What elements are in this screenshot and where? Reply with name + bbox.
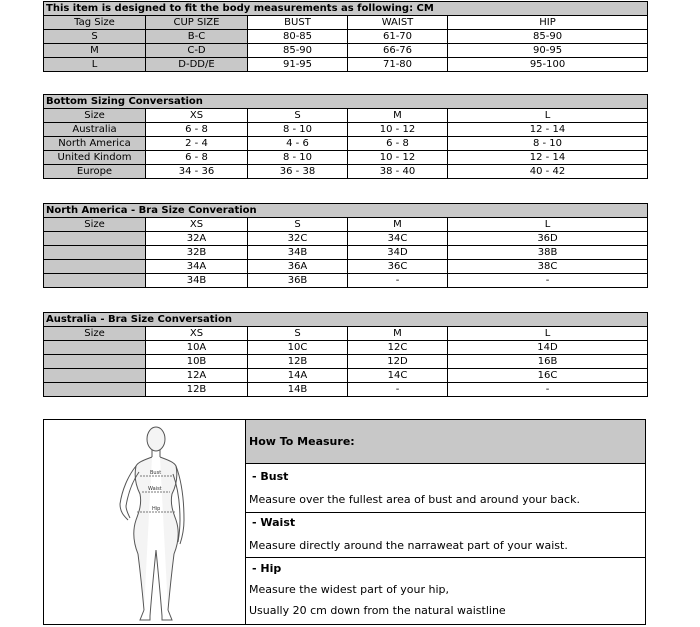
table-cell <box>44 232 146 246</box>
table-cell: 12D <box>348 355 448 369</box>
table-row <box>44 260 648 274</box>
table-cell: 16B <box>448 355 648 369</box>
table-cell: 14B <box>248 383 348 397</box>
table-cell: 12B <box>248 355 348 369</box>
table-row <box>44 58 648 72</box>
table-cell: 80-85 <box>248 30 348 44</box>
table-cell <box>44 369 146 383</box>
table-cell: - <box>448 274 648 288</box>
table-cell: 8 - 10 <box>248 123 348 137</box>
table-title: Bottom Sizing Conversation <box>44 95 648 109</box>
table-cell: 10A <box>146 341 248 355</box>
header-cell: WAIST <box>348 16 448 30</box>
table-cell: 66-76 <box>348 44 448 58</box>
hip-section <box>246 562 645 617</box>
table-cell: - <box>348 383 448 397</box>
table-cell: 38C <box>448 260 648 274</box>
table-cell: S <box>44 30 146 44</box>
header-cell: HIP <box>448 16 648 30</box>
divider <box>246 512 645 513</box>
header-cell: Size <box>44 327 146 341</box>
table-row <box>44 137 648 151</box>
table-row <box>44 44 648 58</box>
header-cell: S <box>248 109 348 123</box>
header-cell: Tag Size <box>44 16 146 30</box>
header-cell: M <box>348 327 448 341</box>
table-header-row <box>44 218 648 232</box>
table-cell: 61-70 <box>348 30 448 44</box>
table-cell: 10 - 12 <box>348 123 448 137</box>
table-cell: Australia <box>44 123 146 137</box>
table-cell: 91-95 <box>248 58 348 72</box>
australia-bra-table <box>43 312 648 397</box>
waist-title: - Waist <box>252 516 296 529</box>
table-cell: 12C <box>348 341 448 355</box>
divider <box>246 557 645 558</box>
table-cell: 34A <box>146 260 248 274</box>
table-cell: 12A <box>146 369 248 383</box>
table-cell: 36C <box>348 260 448 274</box>
north-america-bra-table <box>43 203 648 288</box>
table-title: Australia - Bra Size Conversation <box>44 313 648 327</box>
table-cell <box>44 341 146 355</box>
table-title: This item is designed to fit the body measurements as following: CM <box>44 2 648 16</box>
table-cell: 10 - 12 <box>348 151 448 165</box>
table-cell: 6 - 8 <box>146 151 248 165</box>
header-cell: S <box>248 327 348 341</box>
table-row <box>44 30 648 44</box>
bottom-sizing-table <box>43 94 648 179</box>
table-cell: 32B <box>146 246 248 260</box>
table-cell: 38B <box>448 246 648 260</box>
table-cell: 34D <box>348 246 448 260</box>
body-figure-icon <box>44 420 244 624</box>
table-cell: North America <box>44 137 146 151</box>
table-cell: - <box>348 274 448 288</box>
table-cell: 12 - 14 <box>448 123 648 137</box>
table-row <box>44 232 648 246</box>
hip-label: Hip <box>152 506 161 512</box>
table-cell <box>44 274 146 288</box>
header-cell: S <box>248 218 348 232</box>
how-to-measure-heading: How To Measure: <box>246 420 645 464</box>
table-row <box>44 355 648 369</box>
table-cell: 8 - 10 <box>448 137 648 151</box>
header-cell: Size <box>44 109 146 123</box>
table-cell: B-C <box>146 30 248 44</box>
table-cell: D-DD/E <box>146 58 248 72</box>
table-header-row <box>44 109 648 123</box>
table-row <box>44 123 648 137</box>
table-cell: 10C <box>248 341 348 355</box>
table-cell: 71-80 <box>348 58 448 72</box>
table-cell: 10B <box>146 355 248 369</box>
hip-title: - Hip <box>252 562 282 575</box>
table-cell: 36D <box>448 232 648 246</box>
header-cell: XS <box>146 218 248 232</box>
table-cell: 32C <box>248 232 348 246</box>
table-cell: 12B <box>146 383 248 397</box>
table-cell: 36A <box>248 260 348 274</box>
table-cell: 4 - 6 <box>248 137 348 151</box>
table-cell: L <box>44 58 146 72</box>
table-cell: - <box>448 383 648 397</box>
table-row <box>44 383 648 397</box>
header-cell: BUST <box>248 16 348 30</box>
table-cell: 12 - 14 <box>448 151 648 165</box>
table-cell: 6 - 8 <box>146 123 248 137</box>
table-cell <box>44 383 146 397</box>
table-title: North America - Bra Size Converation <box>44 204 648 218</box>
table-cell: 14D <box>448 341 648 355</box>
bust-label: Bust <box>150 470 162 476</box>
table-cell: United Kindom <box>44 151 146 165</box>
header-cell: M <box>348 109 448 123</box>
waist-description: Measure directly around the narraweat part of your waist. <box>249 539 568 552</box>
bust-section <box>246 470 645 506</box>
hip-description: Measure the widest part of your hip, <box>249 583 450 596</box>
table-cell: 36B <box>248 274 348 288</box>
table-row <box>44 246 648 260</box>
how-to-measure-panel <box>43 419 646 625</box>
table-cell: 85-90 <box>248 44 348 58</box>
table-cell: Europe <box>44 165 146 179</box>
table-cell: 34B <box>146 274 248 288</box>
table-cell: M <box>44 44 146 58</box>
table-cell: 90-95 <box>448 44 648 58</box>
header-cell: CUP SIZE <box>146 16 248 30</box>
hip-description-note: Usually 20 cm down from the natural waistline <box>249 604 506 617</box>
bust-description: Measure over the fullest area of bust and around your back. <box>249 493 580 506</box>
table-cell: 6 - 8 <box>348 137 448 151</box>
table-cell: 85-90 <box>448 30 648 44</box>
table-cell <box>44 260 146 274</box>
table-cell: 14C <box>348 369 448 383</box>
body-measurements-table <box>43 1 648 72</box>
table-cell: 8 - 10 <box>248 151 348 165</box>
header-cell: L <box>448 218 648 232</box>
table-cell: 95-100 <box>448 58 648 72</box>
table-header-row <box>44 16 648 30</box>
table-cell: 2 - 4 <box>146 137 248 151</box>
table-cell <box>44 246 146 260</box>
header-cell: XS <box>146 109 248 123</box>
table-cell: 34B <box>248 246 348 260</box>
table-row <box>44 274 648 288</box>
header-cell: L <box>448 327 648 341</box>
header-cell: M <box>348 218 448 232</box>
waist-label: Waist <box>148 486 162 492</box>
table-row <box>44 341 648 355</box>
table-cell: C-D <box>146 44 248 58</box>
table-cell: 34 - 36 <box>146 165 248 179</box>
body-figure-illustration <box>44 420 246 624</box>
table-cell: 38 - 40 <box>348 165 448 179</box>
table-row <box>44 165 648 179</box>
table-cell: 14A <box>248 369 348 383</box>
table-row <box>44 151 648 165</box>
table-cell: 36 - 38 <box>248 165 348 179</box>
header-cell: Size <box>44 218 146 232</box>
header-cell: L <box>448 109 648 123</box>
table-cell: 40 - 42 <box>448 165 648 179</box>
table-cell <box>44 355 146 369</box>
waist-section <box>246 516 645 552</box>
table-cell: 16C <box>448 369 648 383</box>
table-header-row <box>44 327 648 341</box>
header-cell: XS <box>146 327 248 341</box>
bust-title: - Bust <box>252 470 289 483</box>
table-row <box>44 369 648 383</box>
table-cell: 34C <box>348 232 448 246</box>
table-cell: 32A <box>146 232 248 246</box>
